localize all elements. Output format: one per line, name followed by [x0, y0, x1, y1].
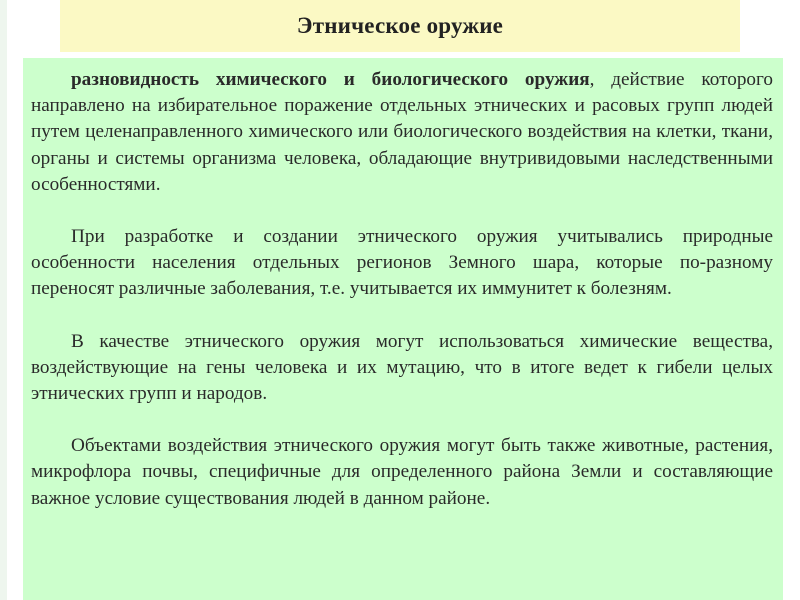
paragraph-targets: Объектами воздействия этнического оружия могут быть также животные, растения, микрофлора почвы, специфичные для определенного района Земли и составляющие важное условие существования людей в данном районе. — [31, 435, 773, 509]
page-title: Этническое оружие — [296, 13, 504, 38]
paragraph-definition — [31, 67, 773, 198]
title-banner — [60, 0, 740, 52]
definition-term: разновидность химического и биологического оружия — [71, 69, 590, 90]
paragraph-chemical-agents: В качестве этнического оружия могут использоваться химические вещества, воздействующие на гены человека и их мутацию, что в итоге ведет к гибели целых этнических групп и народов. — [31, 330, 773, 405]
paragraph-development: При разработке и создании этнического оружия учитывались природные особенности населения отдельных регионов Земного шара, которые по-разному переносят различные заболевания, т.е. учитывается их иммунитет к болезням. — [31, 226, 773, 300]
left-edge-strip — [0, 0, 7, 600]
content-panel — [23, 58, 783, 600]
definition-text: , действие которого направлено на избирательное поражение отдельных этнических и расовых групп людей путем целенаправленного химического или биологического воздействия на клетки, ткани, органы и системы организма человека, обладающие внутривидовыми наследственными особенностями. — [31, 69, 773, 195]
